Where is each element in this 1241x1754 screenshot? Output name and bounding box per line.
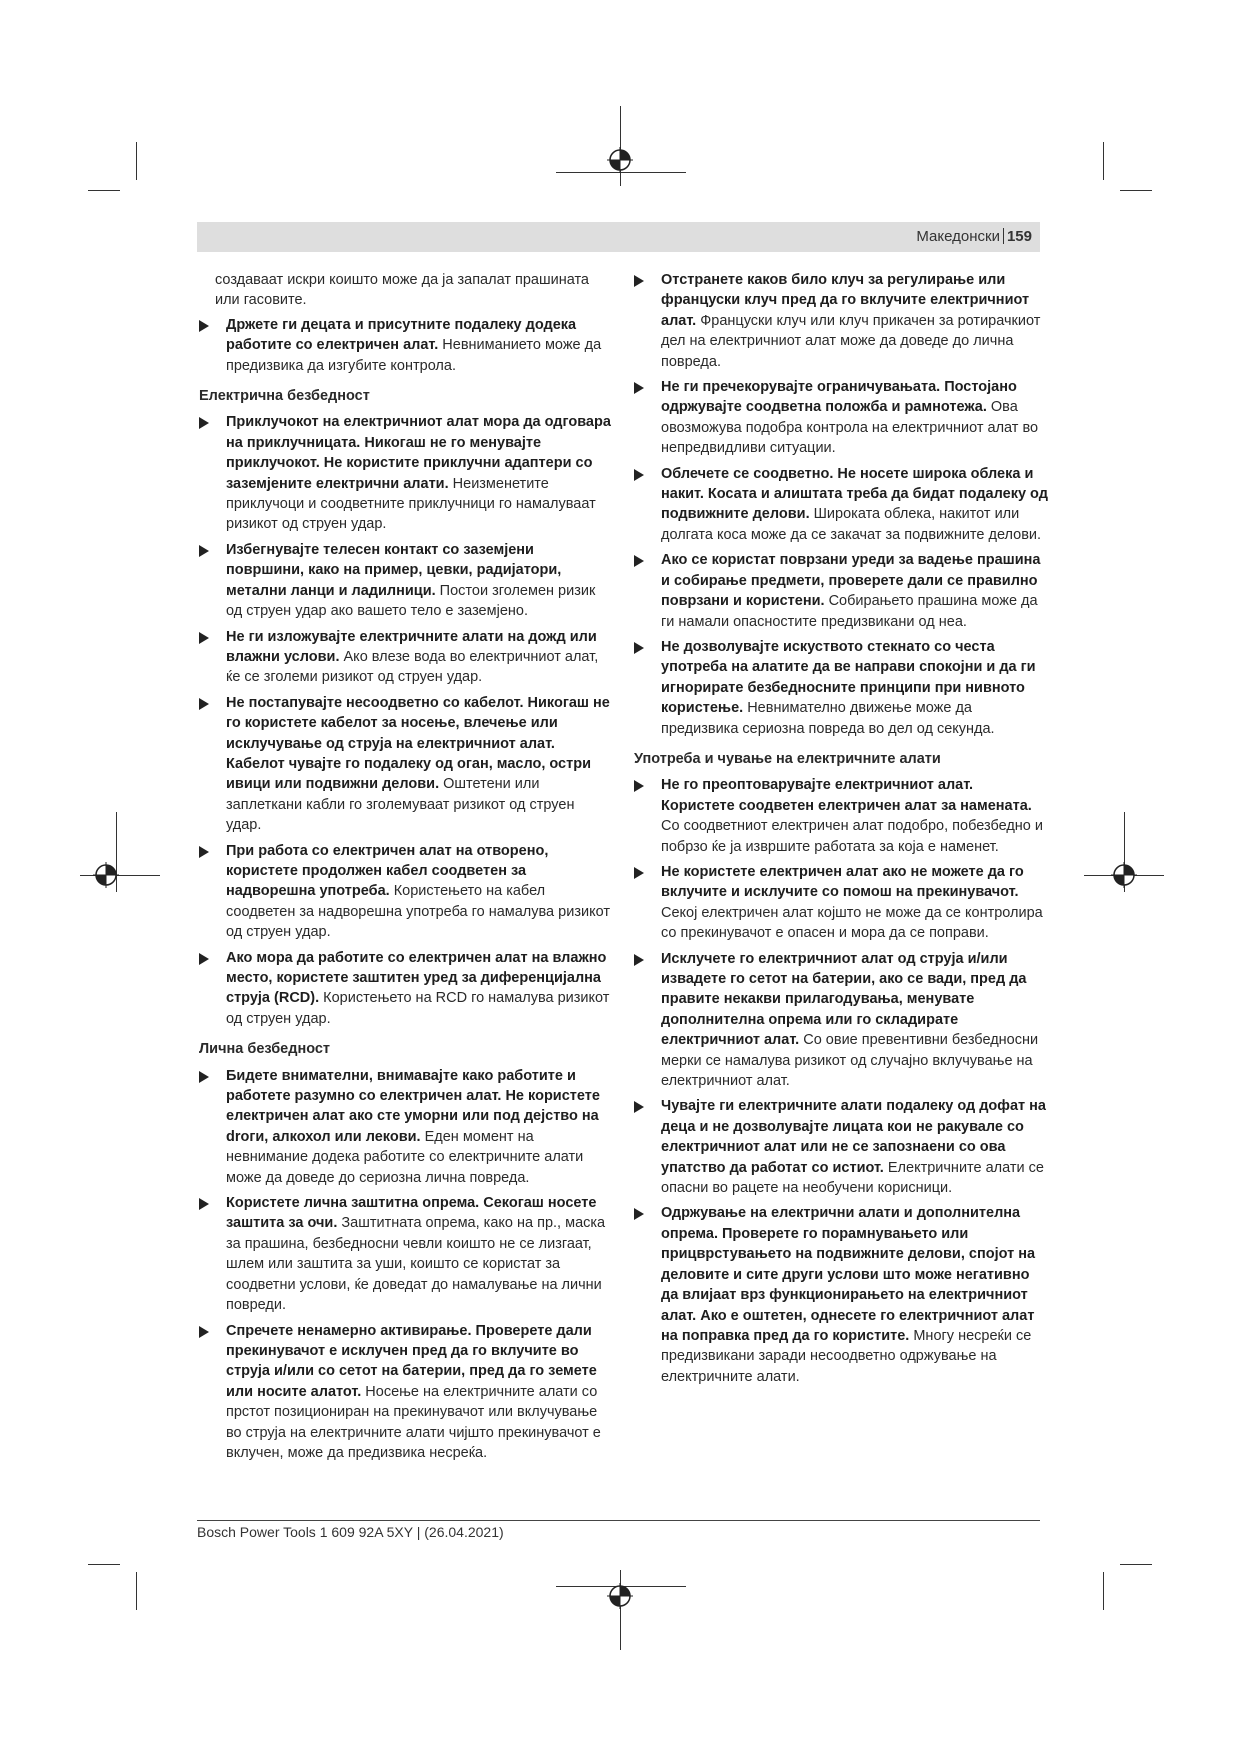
safety-instruction-item xyxy=(199,1066,613,1188)
instruction-text: Широката облека, накитот или долгата коса може да се закачат за подвижните делови. xyxy=(661,506,1042,543)
crop-mark xyxy=(88,190,120,191)
safety-instruction-item xyxy=(199,693,613,836)
section-heading-personal-safety: Лична безбедност xyxy=(199,1041,331,1058)
left-column xyxy=(199,270,613,1468)
crop-mark xyxy=(1120,1564,1152,1565)
footer-rule xyxy=(197,1520,1040,1521)
instruction-text: Заштитната опрема, како на пр., маска за прашина, безбедносни чевли коишто не се лизгаат, шлем или заштита за уши, коишто се користат за соодветни услови, ќе доведат до намалување на лични повреди. xyxy=(226,1215,606,1314)
reg-line xyxy=(620,106,621,186)
instruction-text: Користењето на RCD го намалува ризикот од струен удар. xyxy=(226,990,610,1027)
instruction-text: Невнимателно движење може да предизвика сериозна повреда во дел од секунда. xyxy=(661,700,995,737)
crop-mark xyxy=(136,142,137,180)
safety-instruction-item xyxy=(199,1321,613,1464)
instruction-text: Собирањето прашина може да ги намали опасностите предизвикани од неа. xyxy=(661,593,1038,630)
safety-instruction-item xyxy=(634,1096,1048,1198)
instruction-bold: Ако се користат поврзани уреди за вадење прашина и собирање предмети, проверете дали се правилно поврзани и користени. xyxy=(661,552,1041,610)
bullet-triangle-icon xyxy=(634,867,644,879)
safety-instruction-item xyxy=(199,841,613,943)
instruction-text: Носење на електричните алати со прстот позициониран на прекинувачот или вклучување во струја на електричните алати чијшто прекинувачот е вклучен, може да предизвика несреќа. xyxy=(226,1383,601,1461)
registration-target-icon xyxy=(607,1583,633,1609)
bullet-triangle-icon xyxy=(199,953,209,965)
safety-instruction-item xyxy=(199,1193,613,1315)
instruction-bold: Не постапувајте несоодветно со кабелот. Никогаш не го користете кабелот за носење, влечење или исклучување од струја на електричниот алат. Кабелот чувајте го подалеку од оган, масло, остри ивици или подвижни делови. xyxy=(226,694,610,793)
safety-instruction-item xyxy=(634,270,1048,372)
instruction-text: Секој електричен алат којшто не може да се контролира со прекинувачот е опасен и мора да се поправи. xyxy=(661,904,1043,942)
safety-instruction-item xyxy=(634,377,1048,459)
instruction-bold: Не користете електричен алат ако не можете да го вклучите и исклучите со помош на прекинувачот. xyxy=(661,863,1024,901)
safety-instruction-item xyxy=(634,637,1048,739)
instruction-bold: Не го преоптоварувајте електричниот алат. Користете соодветен електричен алат за намената. xyxy=(661,777,1032,814)
header-separator xyxy=(1003,228,1004,244)
reg-line xyxy=(620,1570,621,1650)
instruction-text: Електричните алати се опасни во рацете на необучени корисници. xyxy=(661,1159,1044,1197)
reg-line xyxy=(80,875,160,876)
section-heading-electrical-safety: Електрична безбедност xyxy=(199,388,370,405)
instruction-bold: Користете лична заштитна опрема. Секогаш носете заштита за очи. xyxy=(226,1195,597,1232)
safety-instruction-item xyxy=(634,464,1048,546)
crop-mark xyxy=(136,1572,137,1610)
instruction-text: Оштетени или заплеткани кабли го зголемуваат ризикот од струен удар. xyxy=(226,776,575,834)
page-number: 159 xyxy=(1006,228,1032,245)
instruction-text: Еден момент на невнимание додека работите со електричните алати може да доведе до сериозна лична повреда. xyxy=(226,1128,584,1186)
right-column xyxy=(634,270,1048,1392)
instruction-text: Со овие превентивни безбедносни мерки се намалува ризикот од случајно вклучување на електричниот алат. xyxy=(661,1032,1039,1090)
safety-instruction-item xyxy=(634,775,1048,857)
instruction-bold: Исклучете го електричниот алат од струја и/или извадете го сетот на батерии, ако се вади, пред да правите некакви прилагодувања, менувате дополнителна опрема или го складирате електричниот алат. xyxy=(661,950,1027,1049)
left-items-b xyxy=(199,412,613,1029)
left-items-a xyxy=(199,315,613,376)
right-items-a xyxy=(634,270,1048,739)
registration-target-icon xyxy=(93,862,119,888)
instruction-bold: Ако мора да работите со електричен алат на влажно место, користете заштитен уред за диференцијална струја (RCD). xyxy=(226,949,607,1007)
instruction-bold: Отстранете каков било клуч за регулирање или француски клуч пред да го вклучите електричниот алат. xyxy=(661,272,1030,329)
crop-mark xyxy=(1103,142,1104,180)
page-footer: Bosch Power Tools 1 609 92A 5XY | (26.04.2021) xyxy=(197,1524,504,1540)
registration-target-icon xyxy=(1111,862,1137,888)
instruction-bold: Облечете се соодветно. Не носете широка облека и накит. Косата и алиштата треба да бидат подалеку од подвижните делови. xyxy=(661,465,1048,523)
instruction-text: Ако влезе вода во електричниот алат, ќе се зголеми ризикот од струен удар. xyxy=(226,648,599,686)
bullet-triangle-icon xyxy=(199,1326,209,1338)
bullet-triangle-icon xyxy=(199,846,209,858)
crop-mark xyxy=(1120,190,1152,191)
instruction-bold: Избегнувајте телесен контакт со заземјени површини, како на пример, цевки, радијатори, метални ланци и ладилници. xyxy=(226,541,562,599)
safety-instruction-item xyxy=(634,949,1048,1092)
safety-instruction-item xyxy=(199,627,613,688)
instruction-text: Ова овозможува подобра контрола на електричниот алат во непредвидливи ситуации. xyxy=(661,399,1039,457)
instruction-text: Неизменетите приклучоци и соодветните приклучници го намалуваат ризикот од струен удар. xyxy=(226,475,596,533)
instruction-text: Невниманието може да предизвика да изгубите контрола. xyxy=(226,337,602,374)
safety-instruction-item xyxy=(199,540,613,622)
bullet-triangle-icon xyxy=(199,320,209,332)
instruction-text: Со соодветниот електричен алат подобро, побезбедно и побрзо ќе ја извршите работата за која е наменет. xyxy=(661,818,1043,855)
bullet-triangle-icon xyxy=(634,1101,644,1113)
bullet-triangle-icon xyxy=(634,382,644,394)
instruction-bold: Не ги изложувајте електричните алати на дожд или влажни услови. xyxy=(226,628,597,665)
bullet-triangle-icon xyxy=(634,555,644,567)
safety-instruction-item xyxy=(634,862,1048,944)
instruction-bold: Спречете ненамерно активирање. Проверете дали прекинувачот е исклучен пред да го вклучите во струја и/или со сетот на батерии, пред да го земете или носите алатот. xyxy=(226,1322,597,1400)
bullet-triangle-icon xyxy=(199,417,209,429)
bullet-triangle-icon xyxy=(634,275,644,287)
crop-mark xyxy=(1103,1572,1104,1610)
header-language: Македонски xyxy=(916,228,1000,245)
instruction-bold: Одржување на електрични алати и дополнителна опрема. Проверете го порамнувањето или прицврстувањето на подвижните делови, спојот на деловите и сите други услови што може негативно да влијаат врз функционирањето на електричниот алат. Ако е оштетен, однесете го електричниот алат на поправка пред да го користите. xyxy=(661,1205,1036,1344)
bullet-triangle-icon xyxy=(199,1071,209,1083)
bullet-triangle-icon xyxy=(634,642,644,654)
safety-instruction-item xyxy=(199,412,613,534)
safety-instruction-item xyxy=(634,1203,1048,1387)
bullet-triangle-icon xyxy=(634,469,644,481)
continued-text: создаваат искри коишто може да ја запалат прашината или гасовите. xyxy=(215,272,589,309)
page-header xyxy=(197,222,1040,252)
instruction-text: Многу несреќи се предизвикани заради несоодветно одржување на електричните алати. xyxy=(661,1327,1032,1385)
right-items-b xyxy=(634,775,1048,1387)
section-heading-tool-use: Употреба и чување на електричните алати xyxy=(634,750,941,767)
header-text xyxy=(916,228,1032,245)
instruction-text: Користењето на кабел соодветен за надворешна употреба го намалува ризикот од струен удар. xyxy=(226,883,610,941)
bullet-triangle-icon xyxy=(199,698,209,710)
instruction-bold: При работа со електричен алат на отворено, користете продолжен кабел соодветен за надворешна употреба. xyxy=(226,842,549,900)
crop-mark xyxy=(88,1564,120,1565)
instruction-bold: Чувајте ги електричните алати подалеку од дофат на деца и не дозволувајте лицата кои не ракувале со електричниот алат или не се запознаени со ова упатство да работат со истиот. xyxy=(661,1098,1046,1176)
instruction-bold: Не дозволувајте искуството стекнато со честа употреба на алатите да ве направи спокојни и да ги игнорирате безбедносните принципи при нивното користење. xyxy=(661,638,1036,717)
bullet-triangle-icon xyxy=(634,780,644,792)
bullet-triangle-icon xyxy=(199,1198,209,1210)
instruction-text: Француски клуч или клуч прикачен за ротирачкиот дел на електричниот алат може да доведе до лична повреда. xyxy=(661,312,1041,370)
safety-instruction-item xyxy=(199,315,613,376)
safety-instruction-item xyxy=(634,550,1048,632)
registration-target-icon xyxy=(607,147,633,173)
instruction-bold: Приклучокот на електричниот алат мора да одговара на приклучницата. Никогаш не го менувајте приклучокот. Не користите приклучни адаптери со заземјените електрични алати. xyxy=(226,414,611,492)
instruction-bold: Држете ги децата и присутните подалеку додека работите со електричен алат. xyxy=(226,316,577,354)
instruction-bold: Не ги пречекорувајте ограничувањата. Постојано одржувајте соодветна положба и рамнотежа. xyxy=(661,379,1017,416)
bullet-triangle-icon xyxy=(199,545,209,557)
instruction-bold: Бидете внимателни, внимавајте како работите и работете разумно со електричен алат. Не користете електричен алат ако сте уморни или под дејство на droги, алкохол или лекови. xyxy=(226,1067,600,1145)
instruction-text: Постои зголемен ризик од струен удар ако вашето тело е заземјено. xyxy=(226,582,596,620)
bullet-triangle-icon xyxy=(634,1208,644,1220)
bullet-triangle-icon xyxy=(634,954,644,966)
left-items-c xyxy=(199,1066,613,1464)
safety-instruction-item xyxy=(199,948,613,1030)
bullet-triangle-icon xyxy=(199,632,209,644)
